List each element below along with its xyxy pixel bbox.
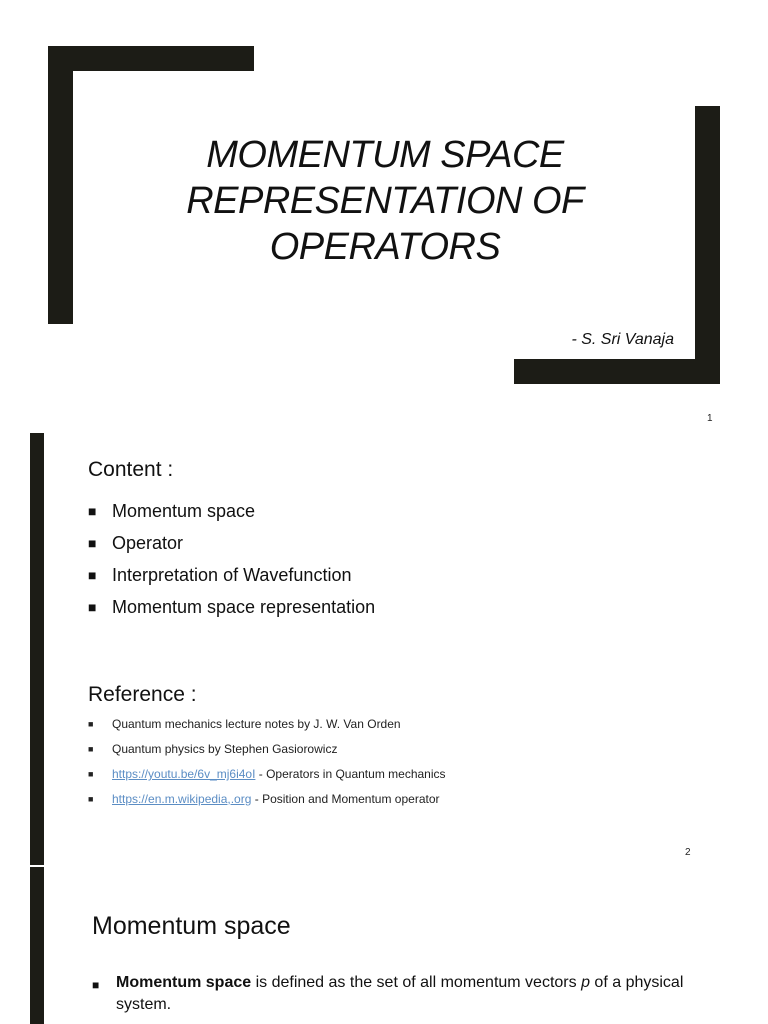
bullet-square-icon: ■ — [92, 978, 100, 992]
reference-item — [88, 715, 688, 740]
frame-top-left-horizontal — [48, 46, 254, 71]
list-item: ■ Momentum space — [88, 497, 648, 529]
left-accent-bar — [30, 433, 44, 865]
reference-item — [88, 740, 688, 765]
reference-text: - Position and Momentum operator — [251, 792, 440, 806]
frame-top-left-vertical — [48, 46, 73, 324]
author: - S. Sri Vanaja — [571, 331, 674, 348]
left-accent-bar — [30, 867, 44, 1024]
definition-bullet — [92, 972, 712, 1016]
reference-list — [88, 715, 688, 815]
title-line-1: MOMENTUM SPACE — [206, 134, 564, 176]
frame-bottom-right-horizontal — [514, 359, 720, 384]
reference-link-youtube[interactable]: https://youtu.be/6v_mj6i4oI — [112, 767, 256, 781]
reference-item — [88, 790, 688, 815]
term: Momentum space — [116, 974, 252, 991]
content-heading: Content : — [88, 458, 174, 481]
reference-link-wikipedia[interactable]: https://en.m.wikipedia,.org — [112, 792, 252, 806]
definition-body: is defined as the set of all momentum vectors — [251, 974, 582, 991]
definition-end: of a physical system. — [116, 974, 684, 1013]
title-line-3: OPERATORS — [269, 226, 501, 268]
list-item: ■ Momentum space representation — [88, 593, 648, 625]
reference-text: - Operators in Quantum mechanics — [255, 767, 446, 781]
slide-heading: Momentum space — [92, 912, 291, 940]
title-line-2: REPRESENTATION OF — [186, 180, 584, 222]
reference-item — [88, 765, 688, 790]
variable: p — [581, 974, 590, 991]
page-number: 2 — [685, 847, 691, 858]
definition-text — [92, 972, 712, 1016]
content-list — [88, 497, 648, 625]
frame-bottom-right-vertical — [695, 106, 720, 384]
list-item: ■ Operator — [88, 529, 648, 561]
slide-title — [140, 132, 630, 270]
list-item: ■ Interpretation of Wavefunction — [88, 561, 648, 593]
reference-text: Quantum physics by Stephen Gasiorowicz — [112, 742, 338, 756]
reference-heading: Reference : — [88, 683, 197, 706]
reference-text: Quantum mechanics lecture notes by J. W. Van Orden — [112, 717, 401, 731]
page-number: 1 — [707, 413, 713, 424]
